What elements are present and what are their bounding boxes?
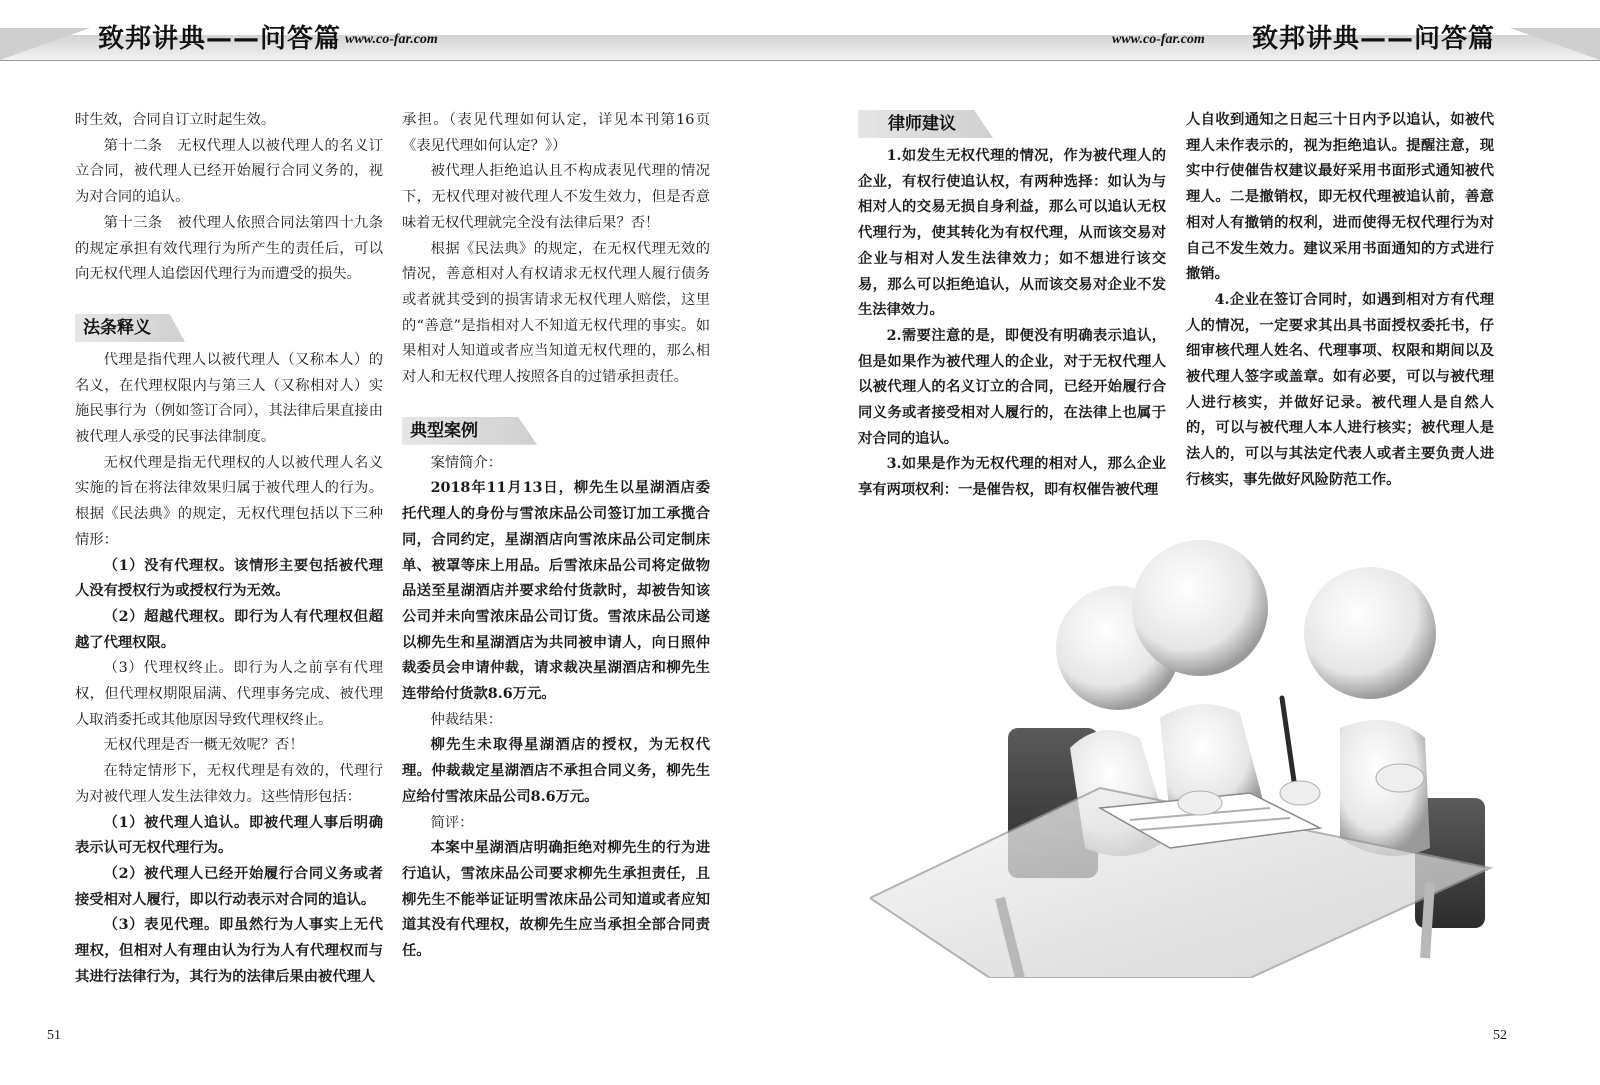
magazine-title-left: 致邦讲典——问答篇 [98,24,342,54]
paragraph: 仲裁结果： [430,711,503,728]
case-paragraphs [402,451,710,965]
continuation-paragraphs [402,108,710,391]
section-heading-label: 律师建议 [888,114,956,134]
paragraph: （1）没有代理权。该情形主要包括被代理人没有授权行为或授权行为无效。 [75,557,383,600]
page-number-left: 51 [47,1028,61,1043]
header-divider [0,60,1600,61]
column-3 [858,110,1166,504]
paragraph: 在特定情形下，无权代理是有效的，代理行为对被代理人发生法律效力。这些情形包括： [75,763,383,805]
paragraph: 1.如发生无权代理的情况，作为被代理人的企业，有权行使追认权，有两种选择：如认为与相对人的交易无损自身利益，那么可以追认无权代理行为，使其转化为有权代理，从而该交易对企业与相对人发生法律效力；如不想进行该交易，那么可以拒绝追认，从而该交易对企业不发生法律效力。 [858,148,1166,319]
figure-middle-head-icon [1132,540,1268,676]
figures-at-table-illustration [870,538,1520,978]
paragraph: （3）表见代理。即虽然行为人事实上无代理权，但相对人有理由认为行为人有代理权而与其进行法律行为，其行为的法律后果由被代理人 [75,917,383,985]
paragraph: 被代理人拒绝追认且不构成表见代理的情况下，无权代理对被代理人不发生效力，但是否意味着无权代理就完全没有法律后果？否！ [402,163,710,231]
paragraph: （2）被代理人已经开始履行合同义务或者接受相对人履行，即以行动表示对合同的追认。 [75,865,383,908]
table-leg-icon [1425,883,1430,958]
section-heading-case [402,417,710,445]
paragraph: 柳先生未取得星湖酒店的授权，为无权代理。仲裁裁定星湖酒店不承担合同义务，柳先生应给付雪浓床品公司8.6万元。 [402,737,710,805]
paragraph: 人自收到通知之日起三十日内予以追认，如被代理人未作表示的，视为拒绝追认。提醒注意，现实中行使催告权建议最好采用书面形式通知被代理人。二是撤销权，即无权代理被追认前，善意相对人有撤销的权利，进而使得无权代理行为对自己不发生效力。建议采用书面通知的方式进行撤销。 [1186,112,1494,283]
paragraph: 4.企业在签订合同时，如遇到相对方有代理人的情况，一定要求其出具书面授权委托书，仔细审核代理人姓名、代理事项、权限和期间以及被代理人签字或盖章。如有必要，可以与被代理人进行核实，并做好记录。被代理人是自然人的，可以与被代理人本人进行核实；被代理人是法人的，可以与其法定代表人或者主要负责人进行核实，事先做好风险防范工作。 [1186,291,1494,488]
paragraph: （2）超越代理权。即行为人有代理权但超越了代理权限。 [75,608,383,651]
header-corner-left [0,28,90,60]
paragraph: 案情简介： [430,454,503,471]
paragraph: 第十三条 被代理人依照合同法第四十九条的规定承担有效代理行为所产生的责任后，可以向无权代理人追偿因代理行为而遭受的损失。 [75,214,383,283]
page-number-right: 52 [1493,1028,1507,1043]
column-1 [75,108,383,991]
pen-icon [1282,698,1295,788]
magazine-url-right: www.co-far.com [1112,32,1205,47]
paragraph: （3）代理权终止。即行为人之前享有代理权，但代理权期限届满、代理事务完成、被代理人取消委托或其他原因导致代理权终止。 [75,660,383,728]
column-4 [1186,108,1494,494]
paragraph: （1）被代理人追认。即被代理人事后明确表示认可无权代理行为。 [75,814,383,857]
paragraph: 第十二条 无权代理人以被代理人的名义订立合同，被代理人已经开始履行合同义务的，视为对合同的追认。 [75,137,383,206]
paragraph: 简评： [430,814,474,831]
paragraph: 本案中星湖酒店明确拒绝对柳先生的行为进行追认，雪浓床品公司要求柳先生承担责任，且柳先生不能举证证明雪浓床品公司知道或者应知道其没有代理权，故柳先生应当承担全部合同责任。 [402,840,710,960]
magazine-url-left: www.co-far.com [345,32,438,47]
paragraph: 无权代理是指无代理权的人以被代理人名义实施的旨在将法律效果归属于被代理人的行为。根据《民法典》的规定，无权代理包括以下三种情形： [75,454,383,548]
column-2 [402,108,710,965]
paragraph: 2.需要注意的是，即便没有明确表示追认，但是如果作为被代理人的企业，对于无权代理人以被代理人的名义订立的合同，已经开始履行合同义务或者接受相对人履行的，在法律上也属于对合同的追认。 [858,327,1166,447]
section-heading-label: 典型案例 [410,420,478,441]
magazine-title-right: 致邦讲典——问答篇 [1252,24,1496,54]
paragraph: 3.如果是作为无权代理的相对人，那么企业享有两项权利：一是催告权，即有权催告被代理 [858,456,1166,499]
section-heading-label: 法条释义 [83,317,151,338]
paragraph: 根据《民法典》的规定，在无权代理无效的情况，善意相对人有权请求无权代理人履行债务或者就其受到的损害请求无权代理人赔偿，这里的“善意”是指相对人不知道无权代理的事实。如果相对人知道或者应当知道无权代理的，那么相对人和无权代理人按照各自的过错承担责任。 [402,240,710,386]
section-heading-lawyer [858,110,1166,138]
statute-paragraphs [75,348,383,991]
intro-paragraphs [75,108,383,288]
paragraph: 无权代理是否一概无效呢？否！ [103,737,304,754]
paragraph: 2018年11月13日，柳先生以星湖酒店委托代理人的身份与雪浓床品公司签订加工承揽合同，合同约定，星湖酒店向雪浓床品公司定制床单、被罩等床上用品。后雪浓床品公司将定做物品送至星湖酒店并要求给付货款时，却被告知该公司并未向雪浓床品公司订货。雪浓床品公司遂以柳先生和星湖酒店为共同被申请人，向日照仲裁委员会申请仲裁，请求裁决星湖酒店和柳先生连带给付货款8.6万元。 [402,480,710,703]
header-corner-right [1510,28,1600,60]
hand-icon [1178,791,1222,815]
paragraph: 代理是指代理人以被代理人（又称本人）的名义，在代理权限内与第三人（又称相对人）实施民事行为（例如签订合同），其法律后果直接由被代理人承受的民事法律制度。 [75,351,383,446]
paragraph: 承担。（表见代理如何认定，详见本刊第16页《表见代理如何认定？》） [402,112,710,154]
section-heading-statute [75,314,383,342]
paragraph: 时生效，合同自订立时起生效。 [75,112,276,128]
hand-icon [1280,781,1320,805]
hand-icon [1376,764,1424,792]
figure-right-head-icon [1304,567,1436,699]
